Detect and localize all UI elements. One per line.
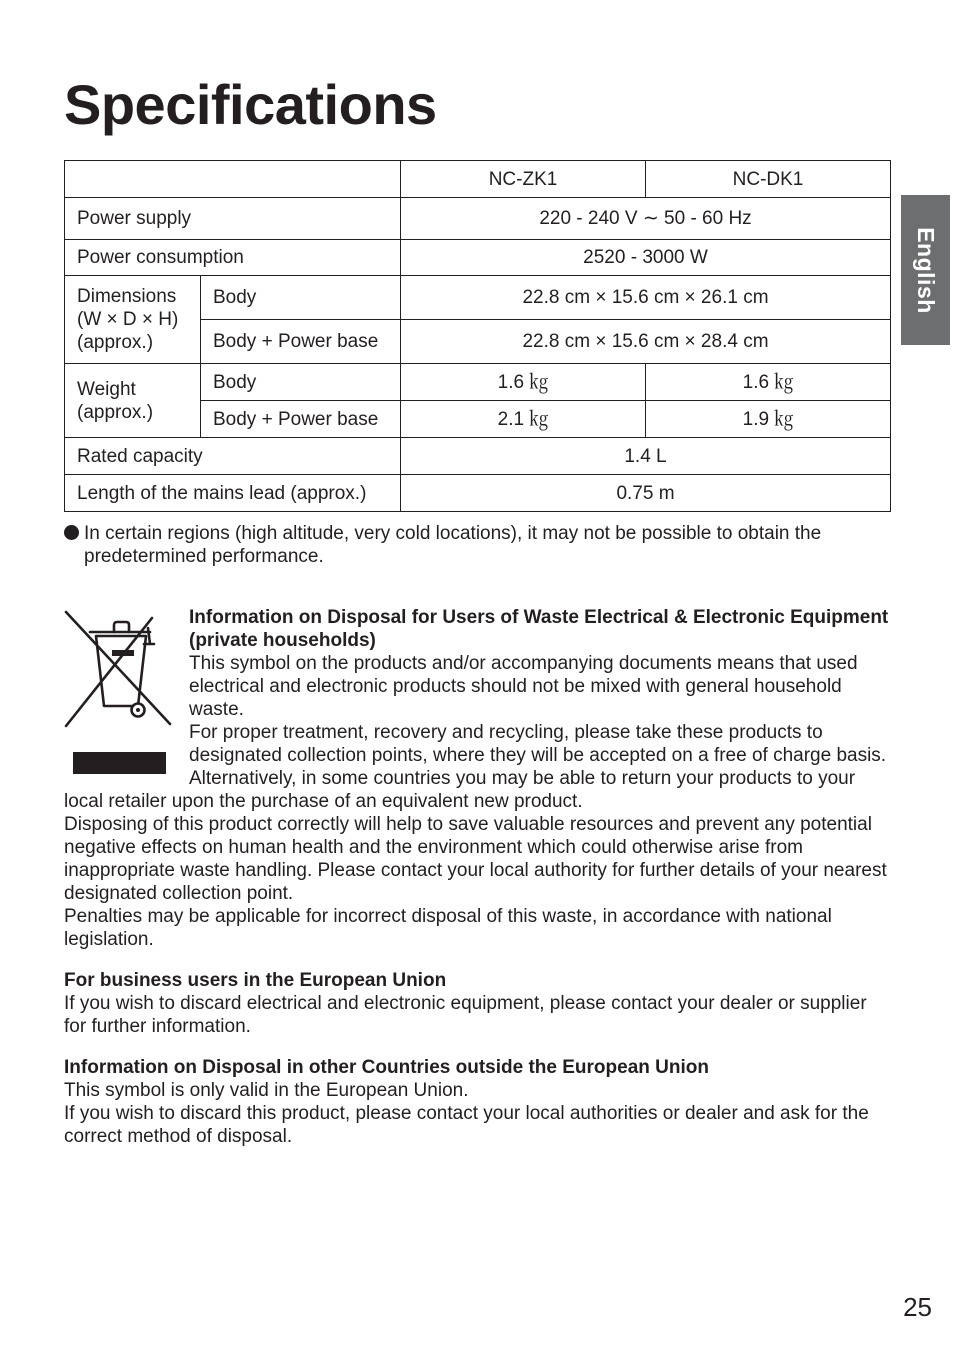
model-nc-dk1: NC-DK1 bbox=[646, 161, 891, 198]
bullet-icon bbox=[64, 525, 79, 540]
disposal-paragraph: Disposing of this product correctly will help to save valuable resources and prevent any potential negative effects on human health and the environment which could otherwise arise from inappropriate waste handling. Please contact your local authority for further details of your nearest designated collection point. bbox=[64, 814, 887, 904]
weight-label bbox=[65, 364, 201, 438]
performance-note bbox=[64, 522, 890, 568]
language-tab bbox=[901, 195, 950, 345]
disposal-paragraph: For proper treatment, recovery and recycling, please take these products to designated collection points, where they will be accepted on a free of charge basis. Alternatively, in some countries you may be able to return your products to your local retailer upon the purchase of an equivalent new product. bbox=[64, 722, 887, 812]
weight-body-zk1: 1.6 ㎏ bbox=[401, 364, 646, 401]
table-row bbox=[65, 475, 891, 512]
specifications-table bbox=[64, 160, 891, 512]
page-number: 25 bbox=[903, 1292, 932, 1322]
weight-base-label: Body + Power base bbox=[201, 401, 401, 438]
table-row bbox=[65, 364, 891, 401]
table-row bbox=[65, 438, 891, 475]
note-text: In certain regions (high altitude, very cold locations), it may not be possible to obtain the predetermined performance. bbox=[84, 523, 822, 567]
table-row bbox=[65, 276, 891, 320]
other-countries-heading: Information on Disposal in other Countries outside the European Union bbox=[64, 1057, 709, 1078]
dimensions-label-line: Dimensions bbox=[77, 286, 177, 307]
lead-length-label: Length of the mains lead (approx.) bbox=[65, 475, 401, 512]
header-empty-cell bbox=[65, 161, 401, 198]
dimensions-base-label: Body + Power base bbox=[201, 320, 401, 364]
other-countries-text: This symbol is only valid in the European Union. bbox=[64, 1080, 469, 1101]
weight-base-dk1: 1.9 ㎏ bbox=[646, 401, 891, 438]
dimensions-body-value: 22.8 cm × 15.6 cm × 26.1 cm bbox=[401, 276, 891, 320]
dimensions-label-line: (approx.) bbox=[77, 332, 154, 353]
table-header-row bbox=[65, 161, 891, 198]
rated-capacity-value: 1.4 L bbox=[401, 438, 891, 475]
dimensions-base-value: 22.8 cm × 15.6 cm × 28.4 cm bbox=[401, 320, 891, 364]
power-supply-value: 220 - 240 V ∼ 50 - 60 Hz bbox=[401, 198, 891, 240]
dimensions-body-label: Body bbox=[201, 276, 401, 320]
rated-capacity-label: Rated capacity bbox=[65, 438, 401, 475]
language-tab-label: English bbox=[913, 226, 939, 314]
dimensions-label bbox=[65, 276, 201, 364]
disposal-information bbox=[64, 606, 890, 1148]
weight-label-line: (approx.) bbox=[77, 401, 154, 423]
other-countries-text: If you wish to discard this product, please contact your local authorities or dealer and ask for the correct method of disposal. bbox=[64, 1103, 869, 1147]
page-title: Specifications bbox=[64, 73, 437, 136]
weight-body-label: Body bbox=[201, 364, 401, 401]
business-users-text: If you wish to discard electrical and electronic equipment, please contact your dealer or supplier for further information. bbox=[64, 993, 867, 1037]
weight-base-zk1: 2.1 ㎏ bbox=[401, 401, 646, 438]
dimensions-label-line: (W × D × H) bbox=[77, 309, 179, 330]
table-row bbox=[65, 240, 891, 276]
lead-length-value: 0.75 m bbox=[401, 475, 891, 512]
table-row bbox=[65, 198, 891, 240]
model-nc-zk1: NC-ZK1 bbox=[401, 161, 646, 198]
weight-label-line: Weight bbox=[77, 378, 136, 400]
disposal-heading: Information on Disposal for Users of Waste Electrical & Electronic Equipment (private households) bbox=[189, 607, 889, 651]
power-consumption-value: 2520 - 3000 W bbox=[401, 240, 891, 276]
disposal-paragraph: This symbol on the products and/or accompanying documents means that used electrical and electronic products should not be mixed with general household waste. bbox=[189, 653, 858, 720]
power-supply-label: Power supply bbox=[65, 198, 401, 240]
business-users-heading: For business users in the European Union bbox=[64, 970, 447, 991]
power-consumption-label: Power consumption bbox=[65, 240, 401, 276]
disposal-paragraph: Penalties may be applicable for incorrect disposal of this waste, in accordance with national legislation. bbox=[64, 906, 832, 950]
weight-body-dk1: 1.6 ㎏ bbox=[646, 364, 891, 401]
